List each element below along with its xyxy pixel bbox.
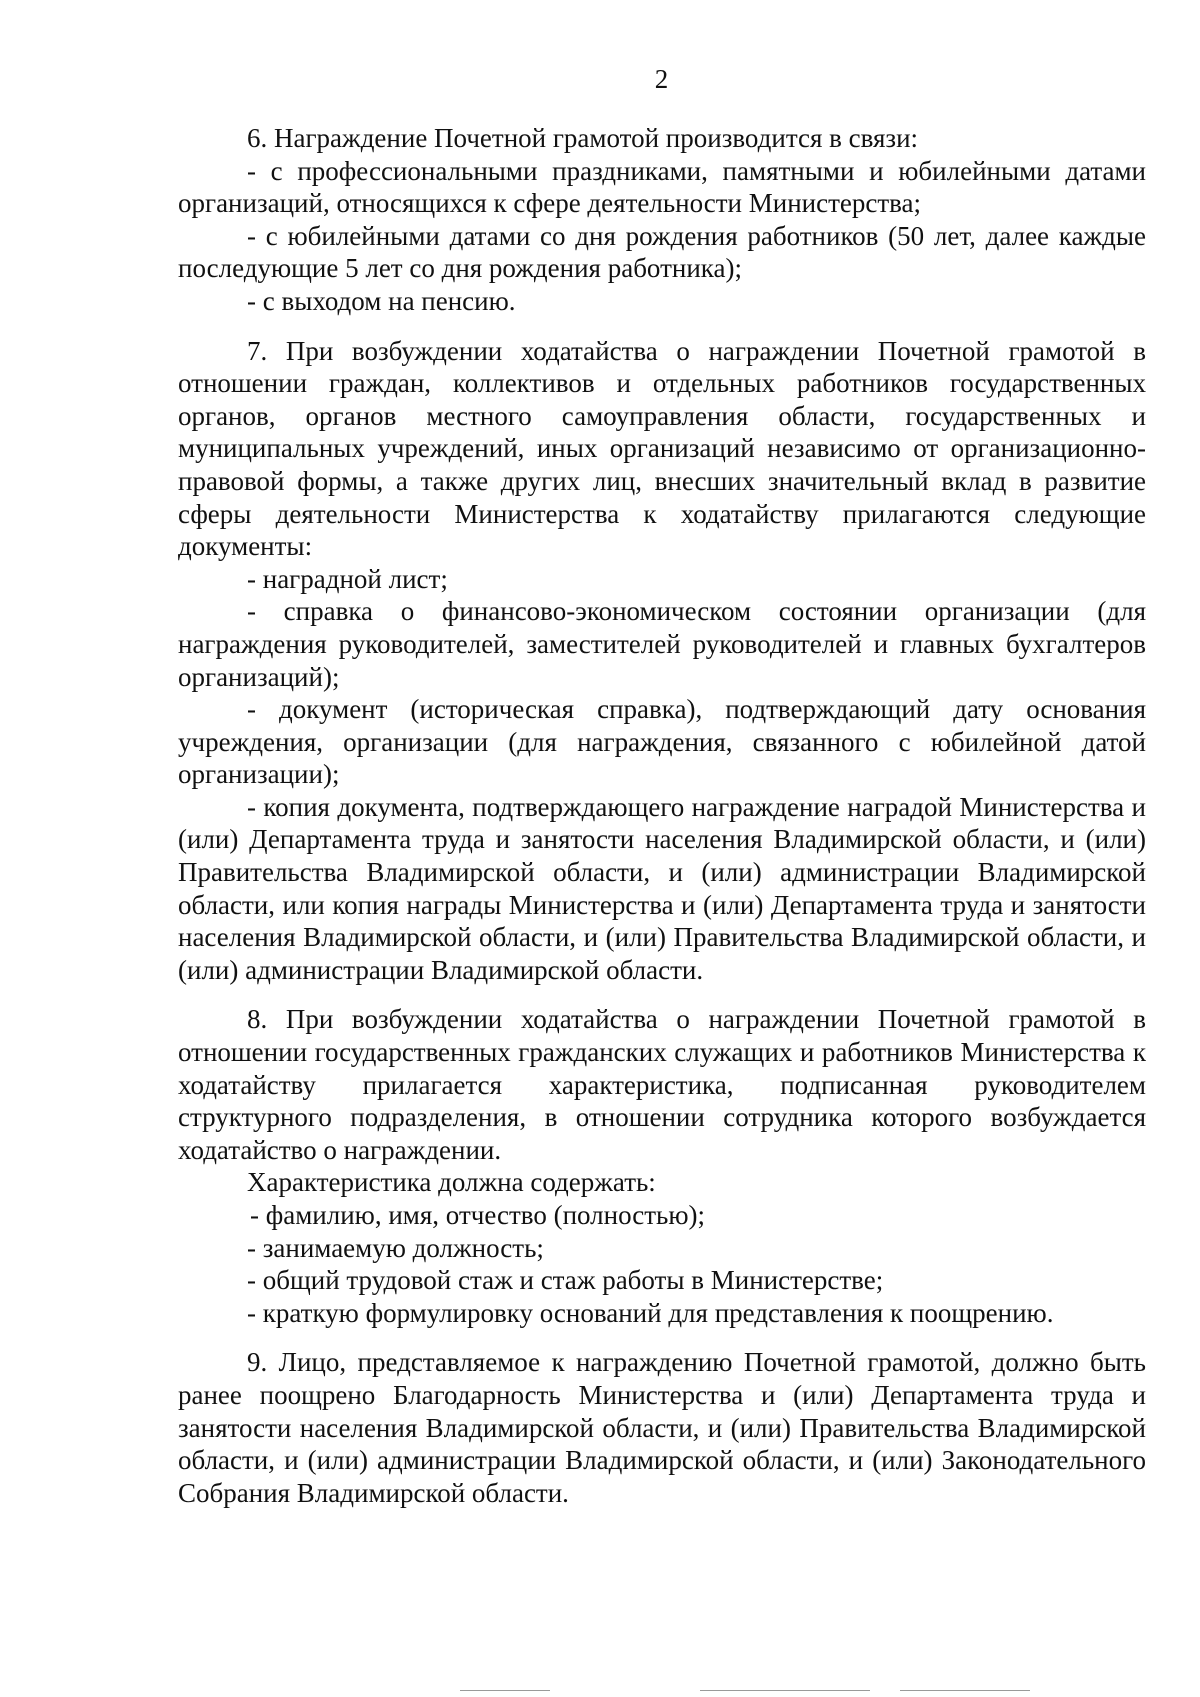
section-7-item: - наградной лист; (247, 563, 448, 594)
page-number: 2 (654, 64, 669, 94)
section-7-item: - документ (историческая справка), подтверждающий дату основания учреждения, организации (для награждения, связанного с юбилейной датой организации); (178, 694, 1146, 790)
section-6-item: - с юбилейными датами со дня рождения работников (50 лет, далее каждые последующие 5 лет со дня рождения работника); (178, 220, 1146, 284)
characteristic-item: - фамилию, имя, отчество (полностью); (250, 1200, 706, 1230)
section-9-lead: 9. Лицо, представляемое к награждению Почетной грамотой, должно быть ранее поощрено Благодарность Министерства и (или) Департамента труда и занятости населения Владимирской области, и (или) Правительства Владимирской области, и (или) администрации Владимирской области, и (или) Законодательного Собрания Владимирской области. (178, 1347, 1146, 1508)
document-body (178, 122, 1146, 1509)
section-7-item: - справка о финансово-экономическом состоянии организации (для награждения руководителей, заместителей руководителей и главных бухгалтеров организаций); (178, 596, 1146, 692)
characteristic-intro: Характеристика должна содержать: (247, 1167, 656, 1198)
characteristic-item: - общий трудовой стаж и стаж работы в Министерстве; (247, 1265, 884, 1296)
section-7-item: - копия документа, подтверждающего награждение наградой Министерства и (или) Департамента труда и занятости населения Владимирской области, и (или) Правительства Владимирской области, и (или) администрации Владимирской области, или копия награды Министерства и (или) Департамента труда и занятости населения Владимирской области, и (или) Правительства Владимирской области, и (или) администрации Владимирской области. (178, 791, 1146, 985)
section-6-item: - с профессиональными праздниками, памятными и юбилейными датами организаций, относящихся к сфере деятельности Министерства; (178, 155, 1146, 219)
scan-artifact (900, 1690, 1030, 1691)
section-8-lead: 8. При возбуждении ходатайства о награждении Почетной грамотой в отношении государственных гражданских служащих и работников Министерства к ходатайству прилагается характеристика, подписанная руководителем структурного подразделения, в отношении сотрудника которого возбуждается ходатайство о награждении. (178, 1004, 1146, 1165)
section-7-lead: 7. При возбуждении ходатайства о награждении Почетной грамотой в отношении граждан, коллективов и отдельных работников государственных органов, органов местного самоуправления области, государственных и муниципальных учреждений, иных организаций независимо от организационно-правовой формы, а также других лиц, внесших значительный вклад в развитие сферы деятельности Министерства к ходатайству прилагаются следующие документы: (178, 335, 1146, 562)
characteristic-item: - занимаемую должность; (247, 1232, 544, 1263)
scan-artifact (460, 1690, 550, 1691)
characteristic-item: - краткую формулировку оснований для представления к поощрению. (247, 1297, 1054, 1328)
section-6-item: - с выходом на пенсию. (247, 285, 516, 316)
section-6-lead: 6. Награждение Почетной грамотой производится в связи: (247, 123, 919, 153)
scan-artifact (700, 1690, 870, 1691)
